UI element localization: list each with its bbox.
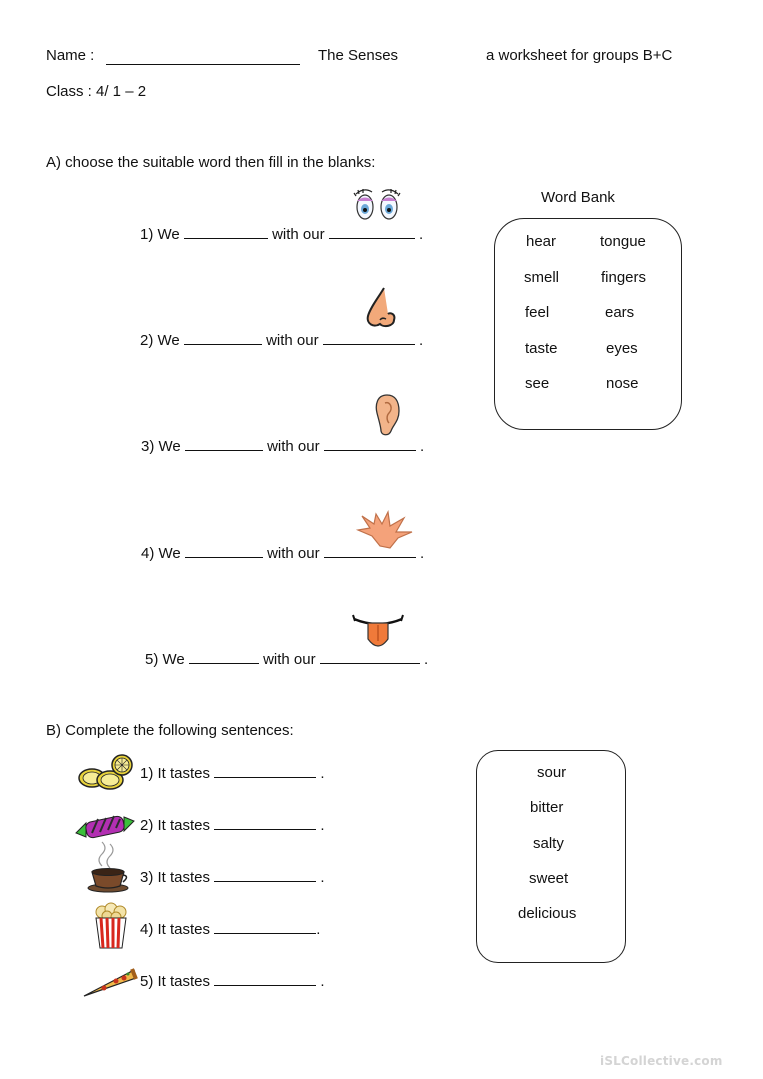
blank-verb-1[interactable] bbox=[184, 226, 268, 239]
word-bank-word: nose bbox=[606, 375, 639, 392]
word-bank-title: Word Bank bbox=[541, 189, 615, 206]
blank-body-part-3[interactable] bbox=[324, 438, 416, 451]
worksheet-title: The Senses bbox=[318, 47, 399, 64]
blank-body-part-1[interactable] bbox=[329, 226, 415, 239]
word-bank-word: hear bbox=[526, 233, 557, 250]
word-bank-word: ears bbox=[605, 304, 635, 321]
section-a-heading: A) choose the suitable word then fill in the blanks: bbox=[46, 154, 376, 171]
blank-verb-3[interactable] bbox=[185, 438, 263, 451]
taste-blank-3[interactable] bbox=[214, 869, 316, 882]
taste-word: salty bbox=[533, 835, 564, 852]
taste-word: sweet bbox=[529, 870, 569, 887]
popcorn-icon bbox=[92, 902, 130, 950]
sense-sentence-5: 5) We with our . bbox=[145, 651, 429, 668]
ear-icon bbox=[373, 393, 401, 437]
lemon-slices-icon bbox=[76, 753, 136, 791]
taste-sentence-2: 2) It tastes . bbox=[140, 817, 325, 834]
taste-sentence-1: 1) It tastes . bbox=[140, 765, 325, 782]
word-bank-word: eyes bbox=[606, 340, 638, 357]
taste-sentence-3: 3) It tastes . bbox=[140, 869, 325, 886]
sense-sentence-4: 4) We with our . bbox=[141, 545, 425, 562]
taste-sentence-5: 5) It tastes . bbox=[140, 973, 325, 990]
taste-word: bitter bbox=[530, 799, 564, 816]
word-bank-word: taste bbox=[525, 340, 558, 357]
class-label: Class : 4/ 1 – 2 bbox=[46, 83, 147, 100]
sense-sentence-1: 1) We with our . bbox=[140, 226, 424, 243]
word-bank-word: smell bbox=[524, 269, 560, 286]
taste-word: delicious bbox=[518, 905, 577, 922]
blank-body-part-5[interactable] bbox=[320, 651, 420, 664]
hand-icon bbox=[354, 510, 416, 550]
word-bank-word: tongue bbox=[600, 233, 646, 250]
taste-sentence-4: 4) It tastes . bbox=[140, 921, 321, 938]
taste-blank-1[interactable] bbox=[214, 765, 316, 778]
taste-blank-4[interactable] bbox=[214, 921, 316, 934]
name-blank[interactable] bbox=[106, 52, 300, 65]
word-bank-box bbox=[494, 218, 682, 430]
eyes-icon bbox=[350, 186, 404, 224]
candy-icon bbox=[74, 813, 136, 841]
pizza-slice-icon bbox=[80, 966, 138, 1000]
taste-blank-5[interactable] bbox=[214, 973, 316, 986]
coffee-cup-icon bbox=[86, 838, 130, 894]
taste-blank-2[interactable] bbox=[214, 817, 316, 830]
taste-word-box bbox=[476, 750, 626, 963]
name-label: Name : bbox=[46, 47, 95, 64]
worksheet-subtitle: a worksheet for groups B+C bbox=[486, 47, 673, 64]
watermark-logo: iSLCollective.com bbox=[600, 1054, 723, 1068]
blank-body-part-2[interactable] bbox=[323, 332, 415, 345]
blank-verb-5[interactable] bbox=[189, 651, 259, 664]
blank-verb-4[interactable] bbox=[185, 545, 263, 558]
word-bank-word: fingers bbox=[601, 269, 647, 286]
word-bank-word: feel bbox=[525, 304, 550, 321]
sense-sentence-2: 2) We with our . bbox=[140, 332, 424, 349]
sense-sentence-3: 3) We with our . bbox=[141, 438, 425, 455]
tongue-icon bbox=[350, 611, 406, 651]
word-bank-word: see bbox=[525, 375, 550, 392]
nose-icon bbox=[362, 286, 400, 330]
blank-verb-2[interactable] bbox=[184, 332, 262, 345]
taste-word: sour bbox=[537, 764, 567, 781]
section-b-heading: B) Complete the following sentences: bbox=[46, 722, 294, 739]
